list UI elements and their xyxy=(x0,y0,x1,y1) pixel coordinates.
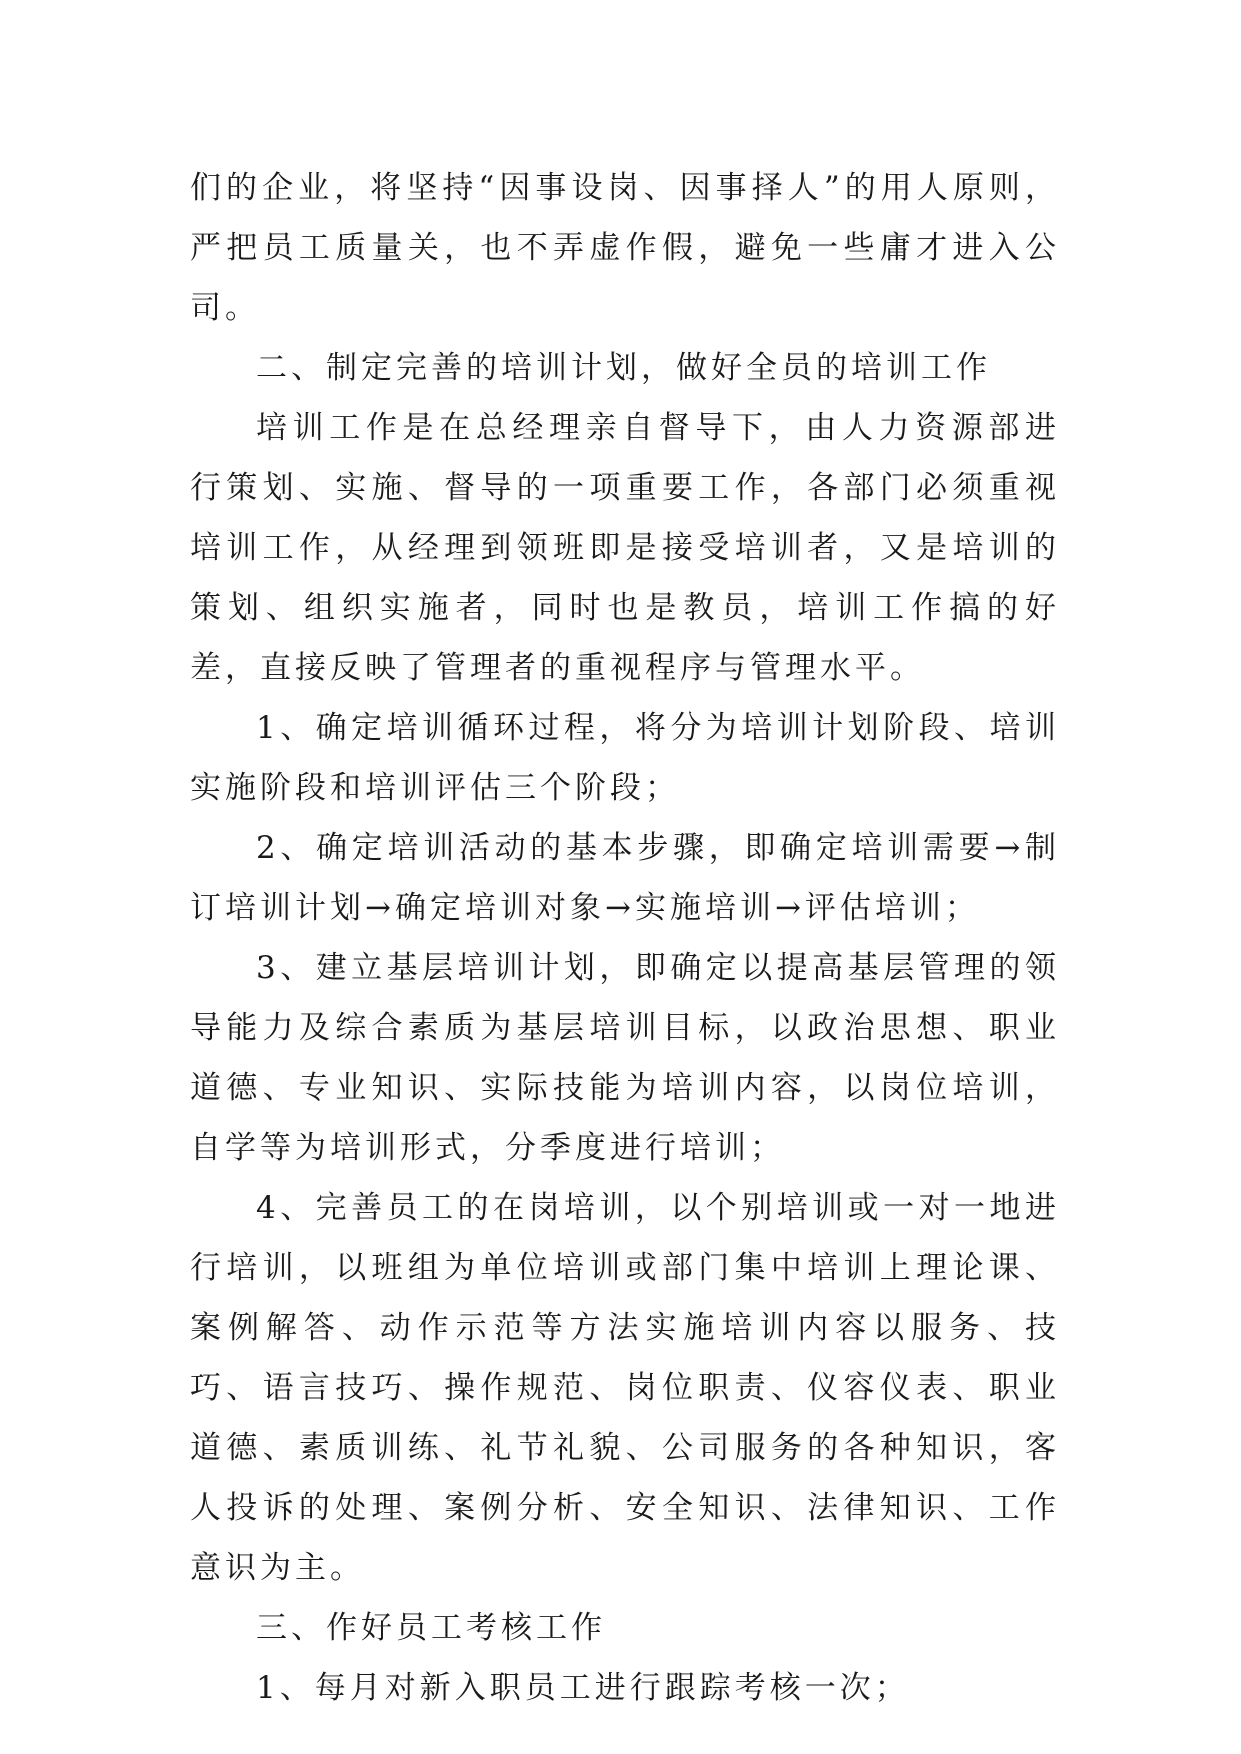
paragraph-training-overview: 培训工作是在总经理亲自督导下，由人力资源部进行策划、实施、督导的一项重要工作，各部门必须重视培训工作，从经理到领班即是接受培训者，又是培训的策划、组织实施者，同时也是教员，培训工作搞的好差，直接反映了管理者的重视程序与管理水平。 xyxy=(190,410,1060,686)
section-heading-assessment: 三、作好员工考核工作 xyxy=(256,1610,606,1646)
list-item-training-cycle: 1、确定培训循环过程，将分为培训计划阶段、培训实施阶段和培训评估三个阶段； xyxy=(190,710,1060,806)
list-item-training-steps: 2、确定培训活动的基本步骤，即确定培训需要→制订培训计划→确定培训对象→实施培训→评估培训； xyxy=(190,830,1060,926)
list-item-on-job-training: 4、完善员工的在岗培训，以个别培训或一对一地进行培训，以班组为单位培训或部门集中培训上理论课、案例解答、动作示范等方法实施培训内容以服务、技巧、语言技巧、操作规范、岗位职责、仪容仪表、职业道德、素质训练、礼节礼貌、公司服务的各种知识，客人投诉的处理、案例分析、安全知识、法律知识、工作意识为主。 xyxy=(190,1190,1060,1586)
paragraph-continuation: 们的企业，将坚持“因事设岗、因事择人”的用人原则，严把员工质量关，也不弄虚作假，避免一些庸才进入公司。 xyxy=(190,170,1060,326)
list-item-basic-training-plan: 3、建立基层培训计划，即确定以提高基层管理的领导能力及综合素质为基层培训目标，以政治思想、职业道德、专业知识、实际技能为培训内容，以岗位培训，自学等为培训形式，分季度进行培训； xyxy=(190,950,1060,1166)
document-body xyxy=(190,158,1060,1718)
section-heading-training-plan: 二、制定完善的培训计划，做好全员的培训工作 xyxy=(256,350,991,386)
list-item-monthly-assessment: 1、每月对新入职员工进行跟踪考核一次； xyxy=(256,1670,910,1706)
